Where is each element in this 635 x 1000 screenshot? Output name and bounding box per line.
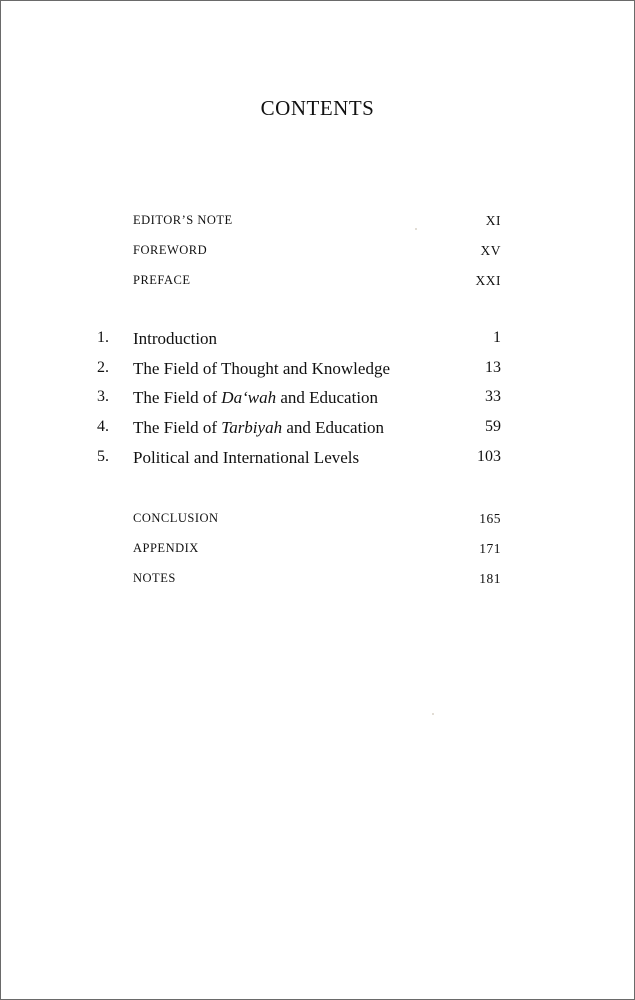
toc-entry-editors-note[interactable] bbox=[0, 213, 635, 237]
chapter-page: 1 bbox=[493, 329, 501, 346]
page-title: CONTENTS bbox=[260, 96, 375, 120]
scan-speck bbox=[415, 228, 417, 230]
chapter-number: 5. bbox=[97, 448, 109, 465]
toc-entry-label: NOTES bbox=[133, 571, 176, 585]
chapter-page: 33 bbox=[485, 388, 501, 405]
toc-entry-label: FOREWORD bbox=[133, 243, 208, 257]
toc-entry-page: 181 bbox=[479, 571, 501, 586]
toc-entry-foreword[interactable] bbox=[0, 243, 635, 267]
chapter-title: Introduction bbox=[133, 329, 218, 348]
chapter-title: Political and International Levels bbox=[133, 448, 360, 467]
toc-entry-page: XV bbox=[480, 243, 501, 258]
scan-speck bbox=[432, 713, 434, 715]
chapter-page: 103 bbox=[477, 448, 501, 465]
toc-entry-page: XXI bbox=[475, 273, 501, 288]
toc-chapter-1[interactable] bbox=[0, 329, 635, 353]
toc-entry-preface[interactable] bbox=[0, 273, 635, 297]
chapter-title: The Field of Da‘wah and Education bbox=[133, 388, 379, 407]
toc-entry-notes[interactable] bbox=[0, 571, 635, 595]
chapter-number: 3. bbox=[97, 388, 109, 405]
toc-entry-page: 165 bbox=[479, 511, 501, 526]
toc-chapter-3[interactable] bbox=[0, 388, 635, 412]
toc-entry-label: APPENDIX bbox=[133, 541, 199, 555]
toc-entry-page: 171 bbox=[479, 541, 501, 556]
toc-chapter-5[interactable] bbox=[0, 448, 635, 472]
toc-chapter-2[interactable] bbox=[0, 359, 635, 383]
chapter-title: The Field of Thought and Knowledge bbox=[133, 359, 391, 378]
toc-entry-conclusion[interactable] bbox=[0, 511, 635, 535]
chapter-title: The Field of Tarbiyah and Education bbox=[133, 418, 385, 437]
chapter-number: 2. bbox=[97, 359, 109, 376]
toc-chapter-4[interactable] bbox=[0, 418, 635, 442]
chapter-number: 4. bbox=[97, 418, 109, 435]
chapter-number: 1. bbox=[97, 329, 109, 346]
toc-entry-page: XI bbox=[485, 213, 501, 228]
toc-entry-label: PREFACE bbox=[133, 273, 191, 287]
toc-entry-appendix[interactable] bbox=[0, 541, 635, 565]
toc-entry-label: CONCLUSION bbox=[133, 511, 219, 525]
chapter-page: 13 bbox=[485, 359, 501, 376]
chapter-page: 59 bbox=[485, 418, 501, 435]
toc-entry-label: EDITOR’S NOTE bbox=[133, 213, 233, 227]
